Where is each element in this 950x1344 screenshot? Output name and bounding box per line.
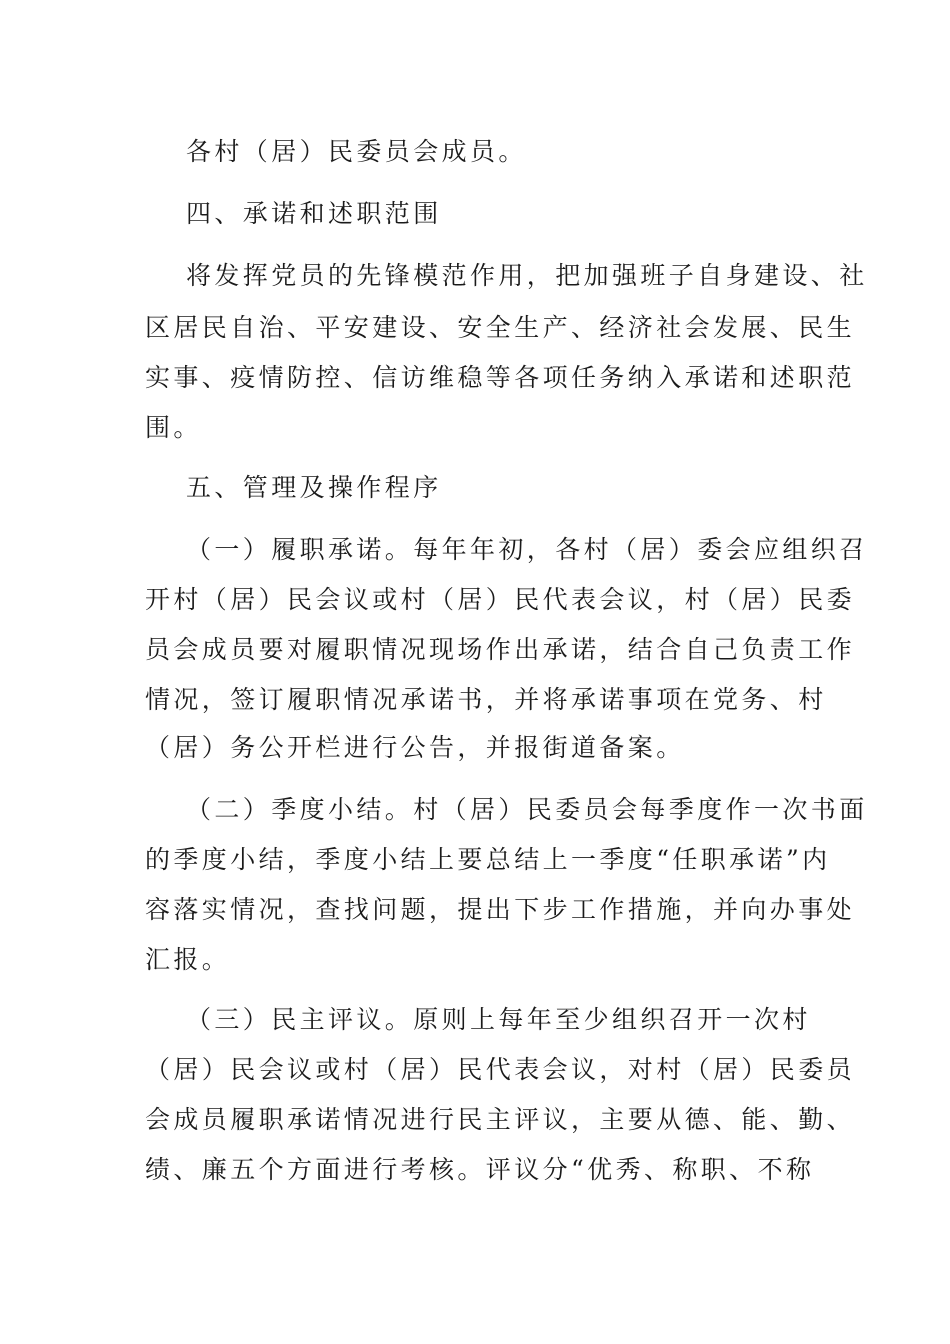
text-line: （一）履职承诺。每年年初，各村（居）委会应组织召 [186, 535, 868, 564]
text-line: （二）季度小结。村（居）民委员会每季度作一次书面 [186, 795, 868, 824]
text-line: 将发挥党员的先锋模范作用，把加强班子自身建设、社 [186, 261, 868, 290]
text-line: 开村（居）民会议或村（居）民代表会议，村（居）民委 [145, 585, 856, 614]
text-line: 汇报。 [145, 945, 231, 974]
text-line: 各村（居）民委员会成员。 [186, 137, 527, 166]
section-heading: 五、管理及操作程序 [186, 473, 442, 502]
text-line: 实事、疫情防控、信访维稳等各项任务纳入承诺和述职范 [145, 363, 856, 392]
text-line: 围。 [145, 413, 202, 442]
text-line: 绩、廉五个方面进行考核。评议分“优秀、称职、不称 [145, 1155, 815, 1184]
text-line: 会成员履职承诺情况进行民主评议，主要从德、能、勤、 [145, 1105, 856, 1134]
text-line: （居）民会议或村（居）民代表会议，对村（居）民委员 [145, 1055, 856, 1084]
text-line: 容落实情况，查找问题，提出下步工作措施，并向办事处 [145, 895, 856, 924]
section-heading: 四、承诺和述职范围 [186, 199, 442, 228]
text-line: 的季度小结，季度小结上要总结上一季度“任职承诺”内 [145, 845, 831, 874]
text-line: 区居民自治、平安建设、安全生产、经济社会发展、民生 [145, 313, 856, 342]
text-line: 员会成员要对履职情况现场作出承诺，结合自己负责工作 [145, 635, 856, 664]
text-line: 情况，签订履职情况承诺书，并将承诺事项在党务、村 [145, 685, 827, 714]
text-line: （三）民主评议。原则上每年至少组织召开一次村 [186, 1005, 811, 1034]
text-line: （居）务公开栏进行公告，并报街道备案。 [145, 733, 685, 762]
